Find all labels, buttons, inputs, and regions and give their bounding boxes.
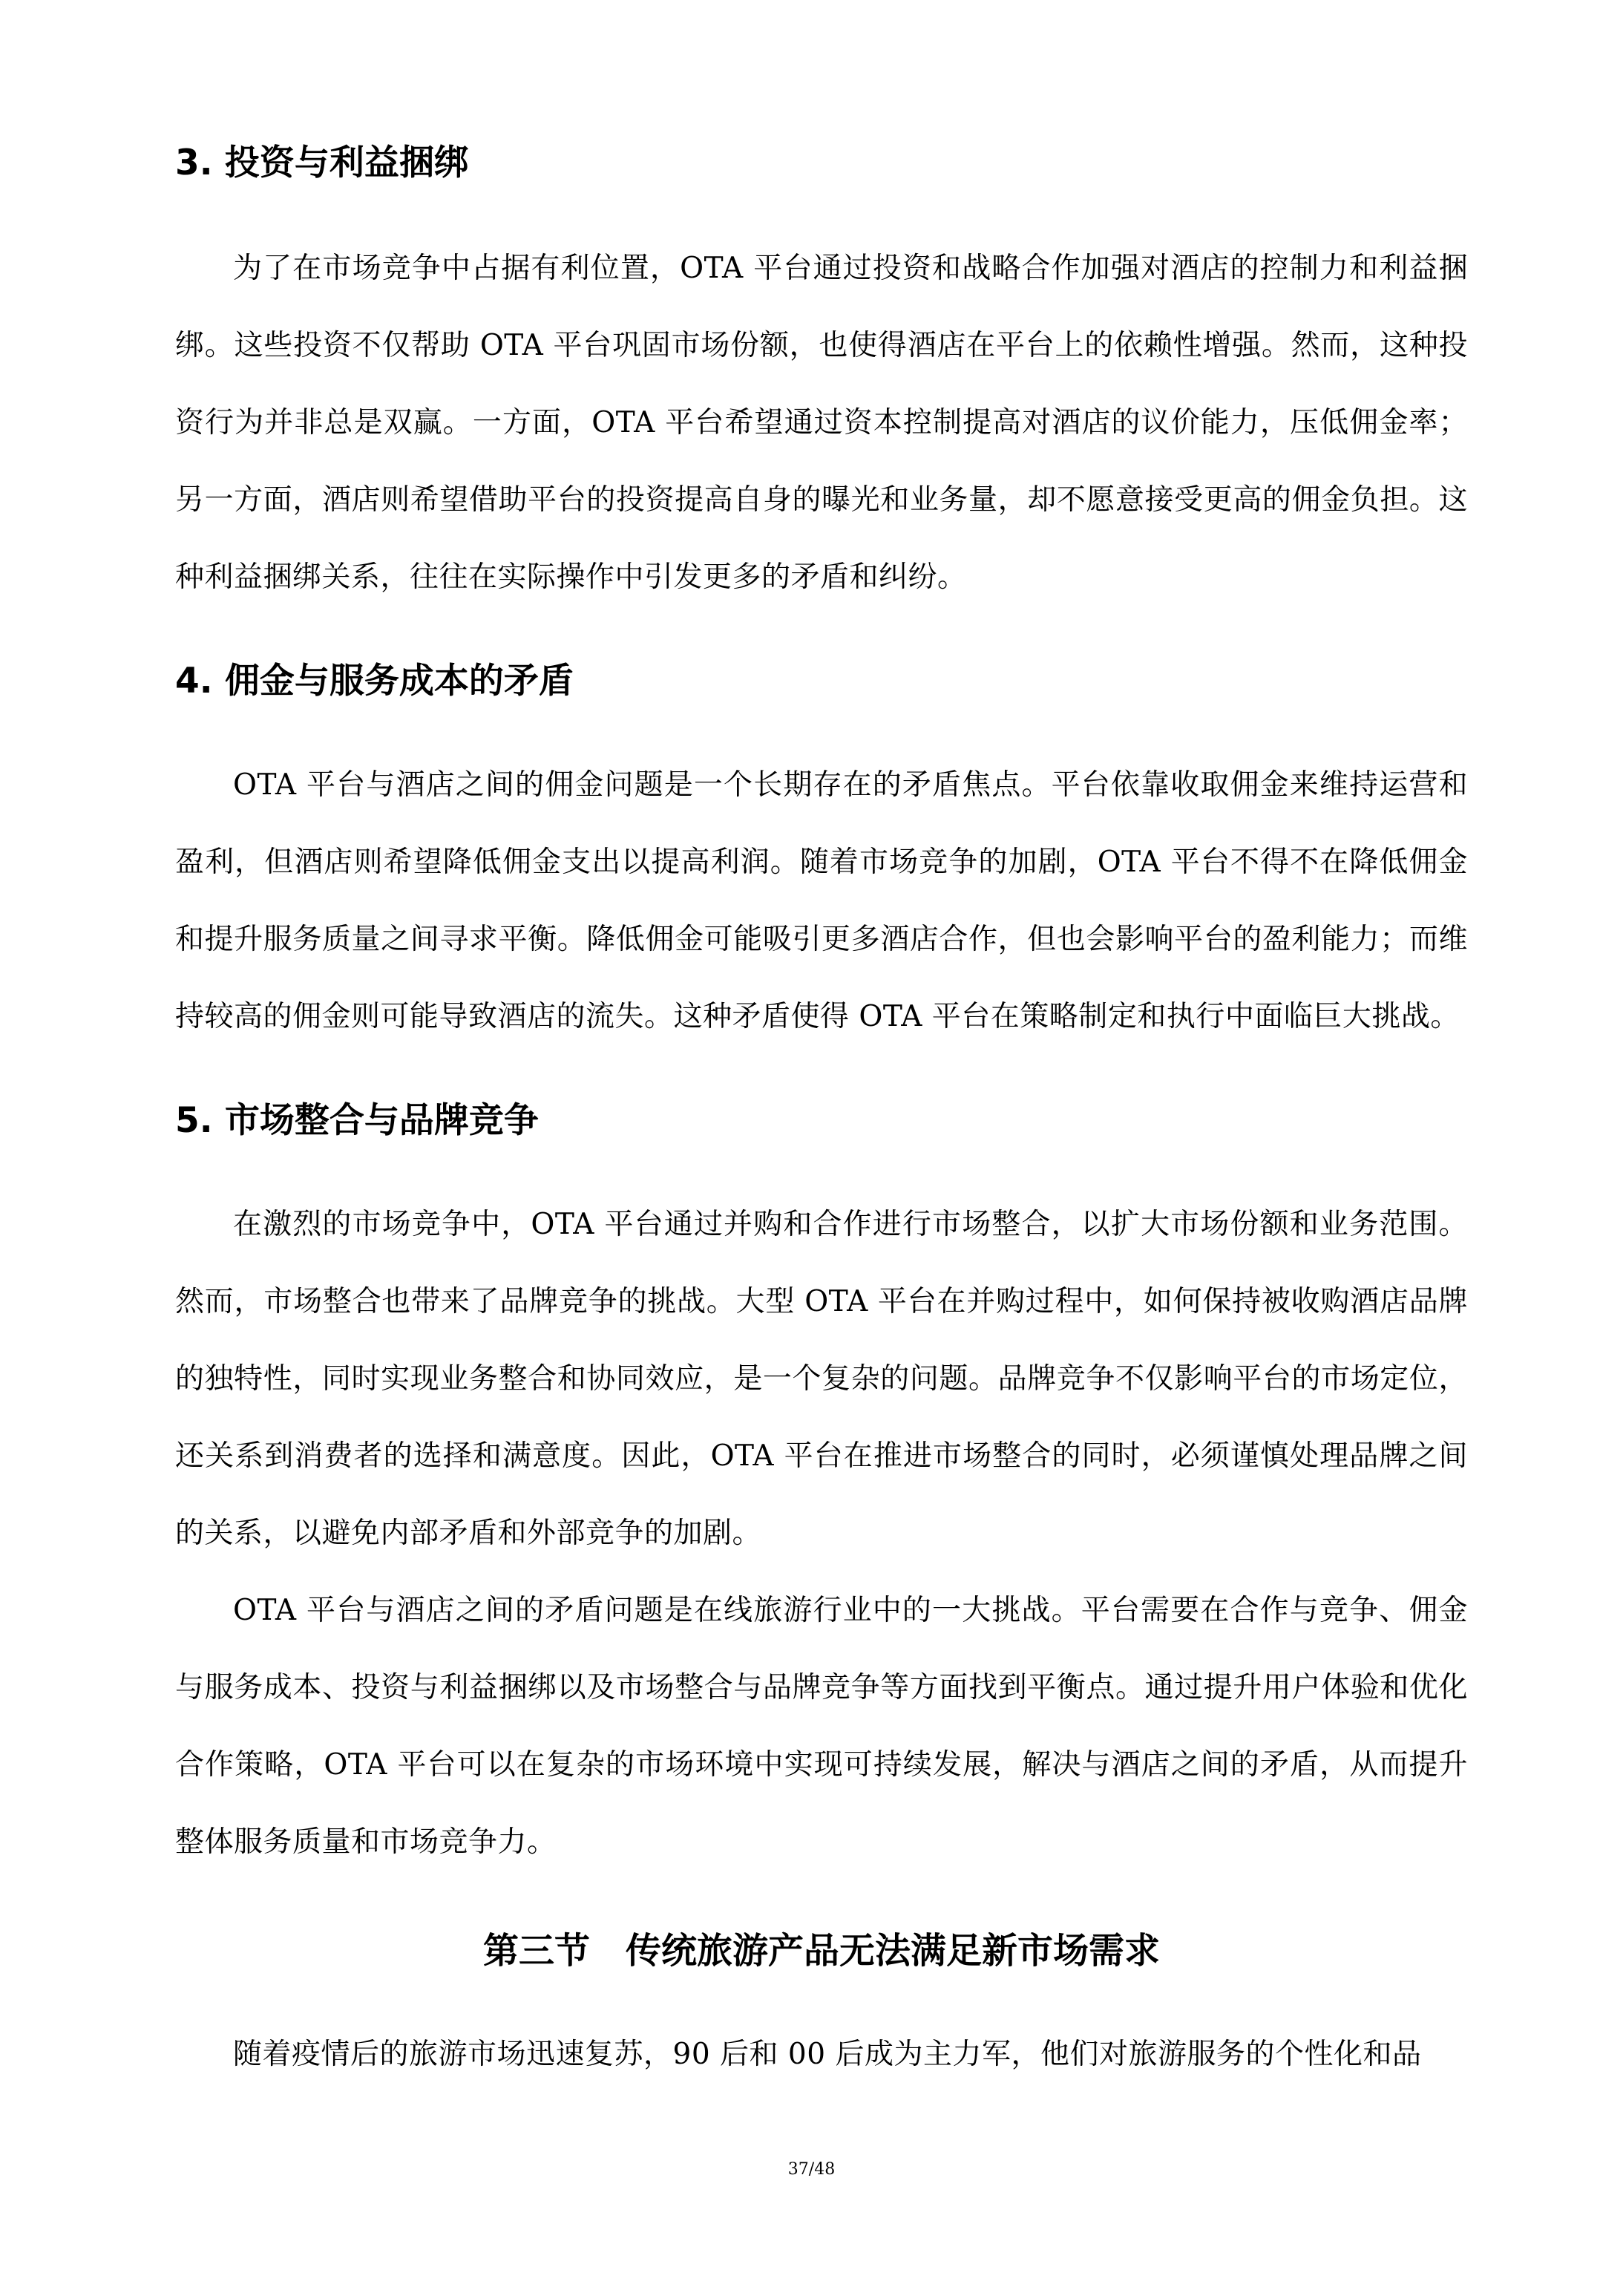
- section-heading-3: 3. 投资与利益捆绑: [175, 143, 469, 183]
- page-number: 37/48: [787, 2160, 836, 2179]
- chapter-heading: 第三节 传统旅游产品无法满足新市场需求: [482, 1930, 1160, 1972]
- chapter-paragraph: 随着疫情后的旅游市场迅速复苏，90 后和 00 后成为主力军，他们对旅游服务的个性化和品: [233, 2038, 1422, 2071]
- section-heading-4: 4. 佣金与服务成本的矛盾: [175, 661, 574, 701]
- section-5-paragraph-1: 在激烈的市场竞争中，OTA 平台通过并购和合作进行市场整合，以扩大市场份额和业务范围。然而，市场整合也带来了品牌竞争的挑战。大型 OTA 平台在并购过程中，如何保持被收购酒店品牌的独特性，同时实现业务整合和协同效应，是一个复杂的问题。品牌竞争不仅影响平台的市场定位，还关系到消费者的选择和满意度。因此，OTA 平台在推进市场整合的同时，必须谨慎处理品牌之间的关系，以避免内部矛盾和外部竞争的加剧。: [175, 1208, 1468, 1550]
- section-3-paragraph: 为了在市场竞争中占据有利位置，OTA 平台通过投资和战略合作加强对酒店的控制力和利益捆绑。这些投资不仅帮助 OTA 平台巩固市场份额，也使得酒店在平台上的依赖性增强。然而，这种投资行为并非总是双赢。一方面，OTA 平台希望通过资本控制提高对酒店的议价能力，压低佣金率；另一方面，酒店则希望借助平台的投资提高自身的曝光和业务量，却不愿意接受更高的佣金负担。这种利益捆绑关系，往往在实际操作中引发更多的矛盾和纠纷。: [175, 252, 1468, 594]
- section-heading-5: 5. 市场整合与品牌竞争: [175, 1100, 539, 1141]
- section-4-paragraph: OTA 平台与酒店之间的佣金问题是一个长期存在的矛盾焦点。平台依靠收取佣金来维持运营和盈利，但酒店则希望降低佣金支出以提高利润。随着市场竞争的加剧，OTA 平台不得不在降低佣金和提升服务质量之间寻求平衡。降低佣金可能吸引更多酒店合作，但也会影响平台的盈利能力；而维持较高的佣金则可能导致酒店的流失。这种矛盾使得 OTA 平台在策略制定和执行中面临巨大挑战。: [175, 768, 1468, 1033]
- page-content: [175, 141, 1468, 2093]
- section-5-paragraph-2: OTA 平台与酒店之间的矛盾问题是在线旅游行业中的一大挑战。平台需要在合作与竞争、佣金与服务成本、投资与利益捆绑以及市场整合与品牌竞争等方面找到平衡点。通过提升用户体验和优化合作策略，OTA 平台可以在复杂的市场环境中实现可持续发展，解决与酒店之间的矛盾，从而提升整体服务质量和市场竞争力。: [175, 1594, 1468, 1859]
